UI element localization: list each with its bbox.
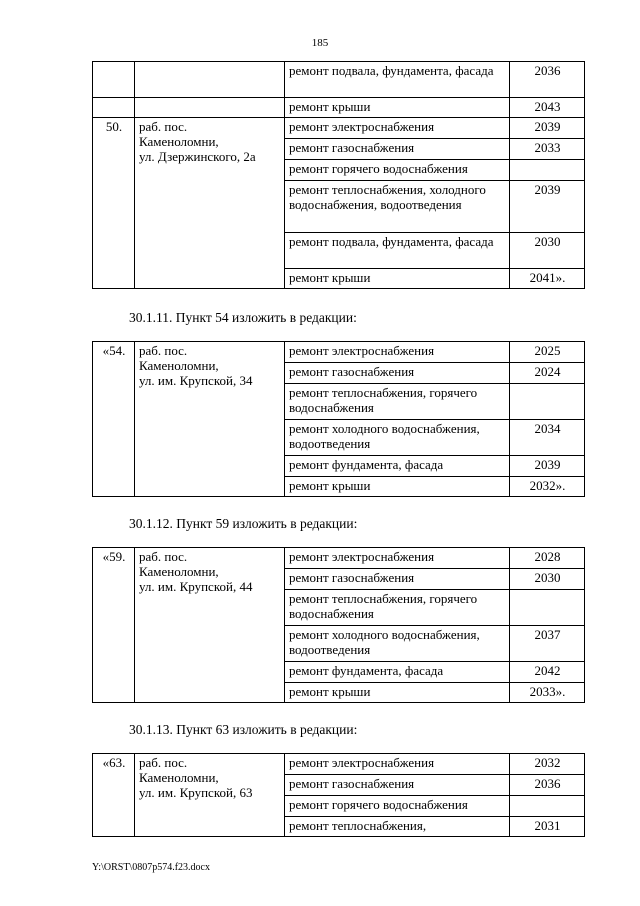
work-cell: ремонт холодного водоснабжения, водоотведения (285, 626, 510, 662)
item-number-cell (93, 98, 135, 118)
work-cell: ремонт горячего водоснабжения (285, 796, 510, 817)
repair-schedule-table-59 (92, 547, 585, 703)
address-line: раб. пос. (139, 119, 188, 134)
address-cell (135, 342, 285, 497)
year-cell: 2036 (510, 62, 585, 98)
table-row (93, 548, 585, 569)
year-cell: 2030 (510, 569, 585, 590)
year-cell: 2033». (510, 683, 585, 703)
item-number-cell: «63. (93, 754, 135, 837)
year-cell: 2032». (510, 477, 585, 497)
year-cell: 2039 (510, 118, 585, 139)
item-number-cell (93, 62, 135, 98)
table-row (93, 62, 585, 98)
year-cell (510, 160, 585, 181)
repair-schedule-table-1 (92, 61, 585, 289)
work-cell: ремонт электроснабжения (285, 118, 510, 139)
item-number-cell: «59. (93, 548, 135, 703)
address-line: Каменоломни, (139, 770, 219, 785)
work-cell: ремонт теплоснабжения, горячего водоснабжения (285, 384, 510, 420)
item-number-cell: «54. (93, 342, 135, 497)
address-line: ул. им. Крупской, 44 (139, 579, 253, 594)
work-cell: ремонт теплоснабжения, (285, 817, 510, 837)
year-cell: 2032 (510, 754, 585, 775)
year-cell: 2030 (510, 233, 585, 269)
year-cell (510, 796, 585, 817)
address-line: раб. пос. (139, 755, 188, 770)
year-cell: 2031 (510, 817, 585, 837)
year-cell: 2036 (510, 775, 585, 796)
work-cell: ремонт фундамента, фасада (285, 662, 510, 683)
address-line: ул. им. Крупской, 34 (139, 373, 253, 388)
address-line: Каменоломни, (139, 564, 219, 579)
paragraph-30-1-13: 30.1.13. Пункт 63 изложить в редакции: (129, 722, 358, 737)
paragraph-30-1-12: 30.1.12. Пункт 59 изложить в редакции: (129, 516, 358, 531)
page-number: 185 (311, 37, 329, 49)
work-cell: ремонт газоснабжения (285, 569, 510, 590)
year-cell: 2043 (510, 98, 585, 118)
work-cell: ремонт фундамента, фасада (285, 456, 510, 477)
table-row (93, 118, 585, 139)
year-cell: 2042 (510, 662, 585, 683)
table-row (93, 342, 585, 363)
paragraph-30-1-11: 30.1.11. Пункт 54 изложить в редакции: (129, 310, 357, 325)
work-cell: ремонт крыши (285, 98, 510, 118)
work-cell: ремонт газоснабжения (285, 775, 510, 796)
address-cell (135, 98, 285, 118)
year-cell: 2025 (510, 342, 585, 363)
repair-schedule-table-63 (92, 753, 585, 837)
year-cell: 2024 (510, 363, 585, 384)
address-line: раб. пос. (139, 343, 188, 358)
address-cell (135, 548, 285, 703)
work-cell: ремонт крыши (285, 477, 510, 497)
work-cell: ремонт газоснабжения (285, 363, 510, 384)
year-cell: 2034 (510, 420, 585, 456)
file-path-footer: Y:\ORST\0807p574.f23.docx (92, 862, 210, 873)
year-cell (510, 590, 585, 626)
year-cell (510, 384, 585, 420)
work-cell: ремонт подвала, фундамента, фасада (285, 233, 510, 269)
address-line: ул. Дзержинского, 2а (139, 149, 256, 164)
year-cell: 2041». (510, 269, 585, 289)
address-line: раб. пос. (139, 549, 188, 564)
work-cell: ремонт электроснабжения (285, 754, 510, 775)
year-cell: 2028 (510, 548, 585, 569)
work-cell: ремонт холодного водоснабжения, водоотведения (285, 420, 510, 456)
table-row (93, 98, 585, 118)
address-cell (135, 62, 285, 98)
work-cell: ремонт горячего водоснабжения (285, 160, 510, 181)
work-cell: ремонт электроснабжения (285, 548, 510, 569)
year-cell: 2033 (510, 139, 585, 160)
work-cell: ремонт теплоснабжения, холодного водоснабжения, водоотведения (285, 181, 510, 233)
work-cell: ремонт крыши (285, 683, 510, 703)
work-cell: ремонт подвала, фундамента, фасада (285, 62, 510, 98)
work-cell: ремонт газоснабжения (285, 139, 510, 160)
address-cell (135, 118, 285, 289)
repair-schedule-table-54 (92, 341, 585, 497)
year-cell: 2039 (510, 181, 585, 233)
year-cell: 2037 (510, 626, 585, 662)
item-number-cell: 50. (93, 118, 135, 289)
address-line: Каменоломни, (139, 358, 219, 373)
work-cell: ремонт теплоснабжения, горячего водоснабжения (285, 590, 510, 626)
year-cell: 2039 (510, 456, 585, 477)
address-line: Каменоломни, (139, 134, 219, 149)
work-cell: ремонт крыши (285, 269, 510, 289)
table-row (93, 754, 585, 775)
address-line: ул. им. Крупской, 63 (139, 785, 253, 800)
address-cell (135, 754, 285, 837)
work-cell: ремонт электроснабжения (285, 342, 510, 363)
